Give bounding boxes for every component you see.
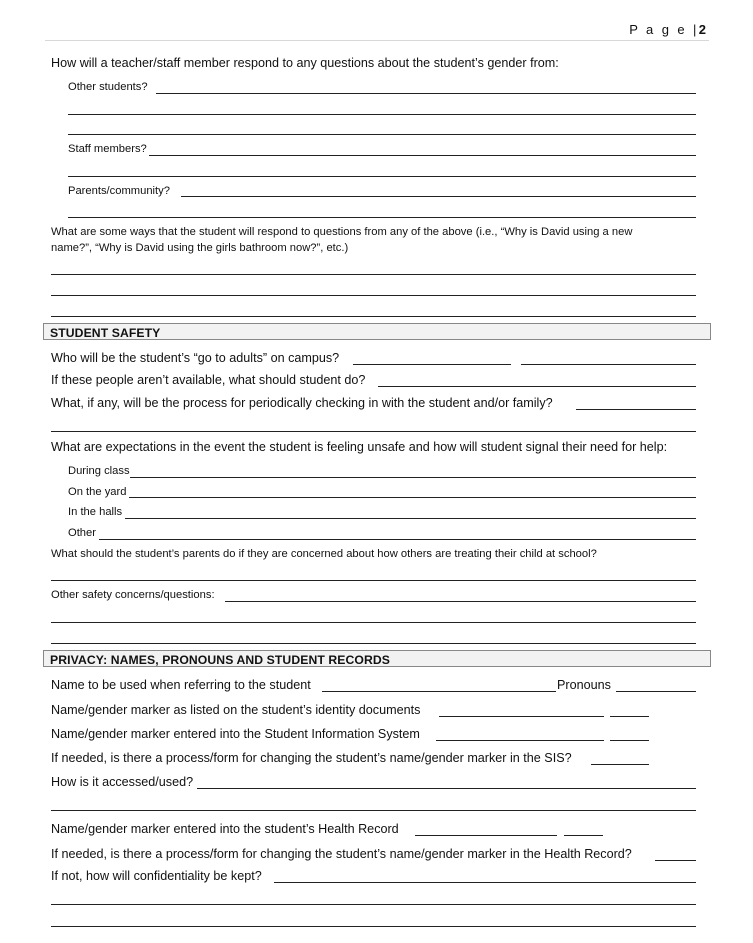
- in-halls-field[interactable]: [125, 518, 696, 519]
- other-concerns-field[interactable]: [225, 601, 696, 602]
- how-accessed-label: How is it accessed/used?: [51, 775, 194, 789]
- identity-docs-label: Name/gender marker as listed on the student’s identity documents: [51, 703, 421, 717]
- go-to-adults-label: Who will be the student’s “go to adults” on campus?: [51, 351, 340, 365]
- parents-community-label: Parents/community?: [68, 185, 170, 197]
- health-process-field[interactable]: [655, 860, 696, 861]
- expectations-prompt: What are expectations in the event the student is feeling unsafe and how will student signal their need for help:: [51, 440, 668, 454]
- sis-process-field[interactable]: [591, 764, 649, 765]
- sis-process-label: If needed, is there a process/form for changing the student’s name/gender marker in the SIS?: [51, 751, 572, 765]
- on-yard-label: On the yard: [68, 486, 127, 498]
- identity-docs-marker-field[interactable]: [610, 716, 649, 717]
- other-students-field[interactable]: [156, 93, 696, 94]
- other-concerns-label: Other safety concerns/questions:: [51, 589, 215, 601]
- confidentiality-field-line3[interactable]: [51, 926, 696, 927]
- respond-prompt-line1: What are some ways that the student will respond to questions from any of the above (i.e., “Why is David using a new: [51, 226, 633, 238]
- parents-community-field[interactable]: [181, 196, 696, 197]
- how-accessed-field[interactable]: [197, 788, 696, 789]
- staff-members-label: Staff members?: [68, 143, 147, 155]
- checking-in-field-line2[interactable]: [51, 431, 696, 432]
- respond-field-line1[interactable]: [51, 274, 696, 275]
- confidentiality-field-line2[interactable]: [51, 904, 696, 905]
- page-separator: |: [692, 22, 699, 37]
- name-used-field[interactable]: [322, 691, 556, 692]
- sis-entered-marker-field[interactable]: [610, 740, 649, 741]
- staff-members-field[interactable]: [149, 155, 696, 156]
- checking-in-field[interactable]: [576, 409, 696, 410]
- unavailable-field[interactable]: [378, 386, 696, 387]
- other-students-field-line2[interactable]: [68, 114, 696, 115]
- page-number: [629, 22, 706, 37]
- parents-concerned-field[interactable]: [51, 580, 696, 581]
- staff-members-field-line2[interactable]: [68, 176, 696, 177]
- during-class-label: During class: [68, 465, 130, 477]
- go-to-adults-field-1[interactable]: [353, 364, 511, 365]
- health-entered-marker-field[interactable]: [564, 835, 603, 836]
- in-halls-label: In the halls: [68, 506, 123, 518]
- go-to-adults-field-2[interactable]: [521, 364, 696, 365]
- name-used-label: Name to be used when referring to the student: [51, 678, 311, 692]
- health-entered-label: Name/gender marker entered into the student’s Health Record: [51, 822, 399, 836]
- privacy-heading-text: PRIVACY: NAMES, PRONOUNS AND STUDENT RECORDS: [50, 653, 391, 667]
- student-safety-heading-text: STUDENT SAFETY: [50, 326, 161, 340]
- header-rule: [45, 40, 709, 41]
- sis-entered-label: Name/gender marker entered into the Student Information System: [51, 727, 420, 741]
- other-concerns-field-line2[interactable]: [51, 622, 696, 623]
- on-yard-field[interactable]: [129, 497, 696, 498]
- unavailable-label: If these people aren’t available, what should student do?: [51, 373, 366, 387]
- page-label: P a g e: [629, 22, 687, 37]
- student-safety-heading: [43, 323, 711, 340]
- respond-prompt-line2: name?”, “Why is David using the girls bathroom now?”, etc.): [51, 242, 349, 254]
- pronouns-field[interactable]: [616, 691, 696, 692]
- sis-entered-name-field[interactable]: [436, 740, 604, 741]
- during-class-field[interactable]: [130, 477, 696, 478]
- other-field[interactable]: [99, 539, 696, 540]
- other-label: Other: [68, 527, 96, 539]
- parents-concerned-label: What should the student’s parents do if they are concerned about how others are treating their child at school?: [51, 548, 597, 560]
- other-students-field-line3[interactable]: [68, 134, 696, 135]
- respond-field-line2[interactable]: [51, 295, 696, 296]
- how-accessed-field-line2[interactable]: [51, 810, 696, 811]
- other-students-label: Other students?: [68, 81, 148, 93]
- page-number-value: 2: [698, 22, 706, 37]
- gender-questions-prompt: How will a teacher/staff member respond to any questions about the student’s gender from:: [51, 56, 559, 70]
- confidentiality-label: If not, how will confidentiality be kept?: [51, 869, 262, 883]
- pronouns-label: Pronouns: [557, 678, 611, 692]
- respond-field-line3[interactable]: [51, 316, 696, 317]
- parents-community-field-line2[interactable]: [68, 217, 696, 218]
- other-concerns-field-line3[interactable]: [51, 643, 696, 644]
- confidentiality-field[interactable]: [274, 882, 696, 883]
- health-entered-name-field[interactable]: [415, 835, 557, 836]
- checking-in-label: What, if any, will be the process for periodically checking in with the student and/or family?: [51, 396, 553, 410]
- health-process-label: If needed, is there a process/form for changing the student’s name/gender marker in the Health Record?: [51, 847, 632, 861]
- privacy-heading: [43, 650, 711, 667]
- identity-docs-name-field[interactable]: [439, 716, 604, 717]
